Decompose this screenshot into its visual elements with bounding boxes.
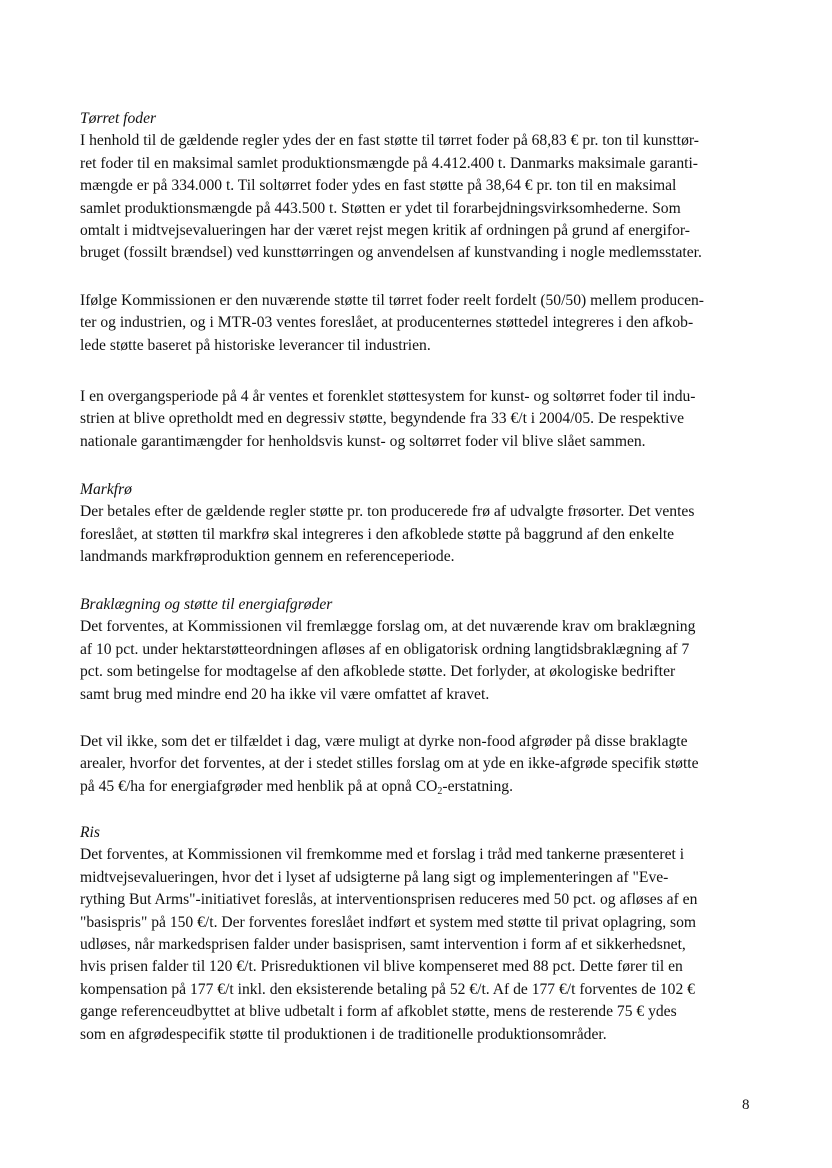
- paragraph: [80, 386, 760, 453]
- section-ris: [80, 822, 760, 1046]
- text-line: udløses, når markedsprisen falder under basisprisen, samt intervention i form af et sikkerhedsnet,: [80, 936, 686, 954]
- page-number: 8: [742, 1097, 750, 1113]
- section-braklaegning: [80, 594, 760, 706]
- paragraph: [80, 501, 760, 568]
- text-fragment: på 45 €/ha for energiafgrøder med henblik på at opnå CO: [80, 777, 438, 795]
- text-line: samlet produktionsmængde på 443.500 t. Støtten er ydet til forarbejdningsvirksomhederne. Som: [80, 199, 681, 217]
- text-line: som en afgrødespecifik støtte til produktionen i de traditionelle produktionsområder.: [80, 1025, 607, 1043]
- text-line: omtalt i midtvejsevalueringen har der været rejst megen kritik af ordningen på grund af energifor-: [80, 222, 690, 240]
- text-line: kompensation på 177 €/t inkl. den eksisterende betaling på 52 €/t. Af de 177 €/t forventes de 102 €: [80, 980, 695, 998]
- section-heading: Ris: [80, 824, 100, 841]
- section-heading: Markfrø: [80, 481, 132, 498]
- paragraph: [80, 844, 760, 1046]
- text-line: I henhold til de gældende regler ydes der en fast støtte til tørret foder på 68,83 € pr. ton til kunsttør-: [80, 132, 699, 150]
- text-line: "basispris" på 150 €/t. Der forventes foreslået indført et system med støtte til privat oplagring, som: [80, 913, 696, 931]
- text-line: ret foder til en maksimal samlet produktionsmængde på 4.412.400 t. Danmarks maksimale garanti-: [80, 154, 698, 172]
- text-line: [80, 776, 760, 798]
- section-heading: Tørret foder: [80, 110, 157, 127]
- paragraph: [80, 731, 760, 798]
- text-line: lede støtte baseret på historiske leverancer til industrien.: [80, 336, 431, 354]
- text-line: landmands markfrøproduktion gennem en referenceperiode.: [80, 548, 455, 566]
- text-line: gange referenceudbyttet at blive udbetalt i form af afkoblet støtte, mens de resterende 75 € ydes: [80, 1003, 677, 1021]
- text-line: Der betales efter de gældende regler støtte pr. ton producerede frø af udvalgte frøsorter. Det ventes: [80, 503, 695, 521]
- text-line: af 10 pct. under hektarstøtteordningen afløses af en obligatorisk ordning langtidsbraklægning af 7: [80, 640, 690, 658]
- text-line: Det forventes, at Kommissionen vil fremkomme med et forslag i tråd med tankerne præsenteret i: [80, 846, 685, 864]
- section-torret-foder: [80, 108, 760, 265]
- text-line: nationale garantimængder for henholdsvis kunst- og soltørret foder vil blive slået sammen.: [80, 432, 646, 450]
- section-heading: Braklægning og støtte til energiafgrøder: [80, 596, 333, 613]
- subscript: 2: [437, 785, 443, 797]
- text-line: Det vil ikke, som det er tilfældet i dag, være muligt at dyrke non-food afgrøder på disse braklagte: [80, 733, 688, 750]
- text-line: ter og industrien, og i MTR-03 ventes foreslået, at producenternes støttedel integreres i den afkob-: [80, 314, 694, 332]
- text-line: hvis prisen falder til 120 €/t. Prisreduktionen vil blive kompenseret med 88 pct. Dette fører til en: [80, 958, 683, 976]
- paragraph: [80, 130, 760, 264]
- text-line: bruget (fossilt brændsel) ved kunsttørringen og anvendelsen af kunstvanding i nogle medlemsstater.: [80, 244, 702, 262]
- text-line: pct. som betingelse for modtagelse af den afkoblede støtte. Det forlyder, at økologiske bedrifter: [80, 663, 676, 681]
- text-line: I en overgangsperiode på 4 år ventes et forenklet støttesystem for kunst- og soltørret foder til indu-: [80, 388, 696, 405]
- text-line: samt brug med mindre end 20 ha ikke vil være omfattet af kravet.: [80, 685, 490, 703]
- text-line: mængde er på 334.000 t. Til soltørret foder ydes en fast støtte på 38,64 € pr. ton til en maksimal: [80, 177, 677, 195]
- text-fragment: -erstatning.: [442, 777, 513, 795]
- text-line: rything But Arms"-initiativet foreslås, at interventionsprisen reduceres med 50 pct. og afløses af en: [80, 891, 698, 909]
- paragraph: [80, 616, 760, 706]
- text-line: arealer, hvorfor det forventes, at der i stedet stilles forslag om at yde en ikke-afgrøde specifik støtte: [80, 755, 699, 773]
- text-line: Det forventes, at Kommissionen vil fremlægge forslag om, at det nuværende krav om braklægning: [80, 618, 696, 636]
- text-line: foreslået, at støtten til markfrø skal integreres i den afkoblede støtte på baggrund af den enkelte: [80, 525, 675, 543]
- text-line: Ifølge Kommissionen er den nuværende støtte til tørret foder reelt fordelt (50/50) mellem producen-: [80, 292, 704, 309]
- paragraph: [80, 290, 760, 357]
- text-line: strien at blive opretholdt med en degressiv støtte, begyndende fra 33 €/t i 2004/05. De respektive: [80, 410, 685, 428]
- text-line: midtvejsevalueringen, hvor det i lyset af udsigterne på lang sigt og implementeringen af "Eve-: [80, 868, 669, 886]
- section-markfro: [80, 479, 760, 569]
